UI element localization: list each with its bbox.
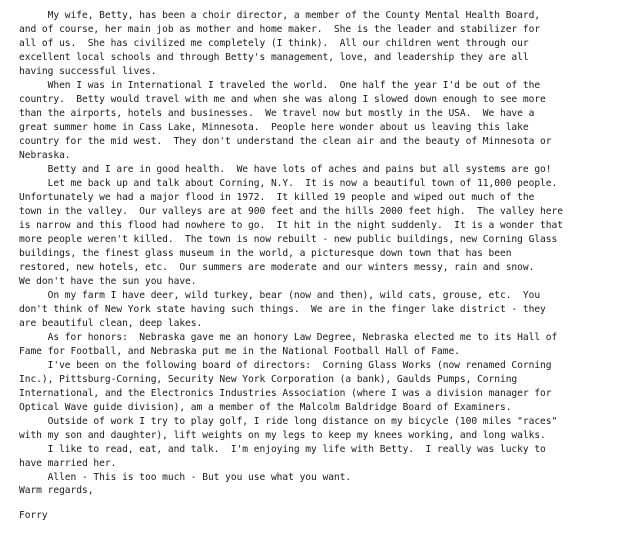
body-line-26: I've been on the following board of directors: Corning Glass Works (now renamed Corning (19, 360, 552, 371)
body-line-11: Nebraska. (19, 150, 71, 161)
body-line-2: and of course, her main job as mother and home maker. She is the leader and stabilizer for (19, 24, 541, 35)
body-line-16: is narrow and this flood had nowhere to go. It hit in the night suddenly. It is a wonder that (19, 220, 563, 231)
signature: Forry (19, 510, 48, 521)
body-line-22: don't think of New York state having such things. We are in the finger lake district - they (19, 304, 546, 315)
body-line-21: On my farm I have deer, wild turkey, bear (now and then), wild cats, grouse, etc. You (19, 290, 541, 301)
closing: Warm regards, (19, 485, 94, 496)
body-line-14: Unfortunately we had a major flood in 1972. It killed 19 people and wiped out much of the (19, 192, 535, 203)
body-line-20: We don't have the sun you have. (19, 276, 197, 287)
body-line-13: Let me back up and talk about Corning, N.Y. It is now a beautiful town of 11,000 people. (19, 178, 558, 189)
body-line-1: My wife, Betty, has been a choir director, a member of the County Mental Health Board, (19, 10, 541, 21)
body-line-17: more people weren't killed. The town is now rebuilt - new public buildings, new Corning Glass (19, 234, 558, 245)
body-line-32: I like to read, eat, and talk. I'm enjoying my life with Betty. I really was lucky to (19, 444, 546, 455)
body-line-28: International, and the Electronics Industries Association (where I was a division manager for (19, 388, 552, 399)
body-line-18: buildings, the finest glass museum in the world, a picturesque down town that has been (19, 248, 512, 259)
body-line-29: Optical Wave guide division), am a member of the Malcolm Baldridge Board of Examiners. (19, 402, 512, 413)
body-line-23: are beautiful clean, deep lakes. (19, 318, 203, 329)
body-line-7: country. Betty would travel with me and when she was along I slowed down enough to see more (19, 94, 546, 105)
body-line-8: than the airports, hotels and businesses. We travel now but mostly in the USA. We have a (19, 108, 535, 119)
body-line-3: all of us. She has civilized me completely (I think). All our children went through our (19, 38, 529, 49)
body-line-12: Betty and I are in good health. We have lots of aches and pains but all systems are go! (19, 164, 552, 175)
body-line-27: Inc.), Pittsburg-Corning, Security New York Corporation (a bank), Gaulds Pumps, Corning (19, 374, 518, 385)
body-line-31: with my son and daughter), lift weights on my legs to keep my knees working, and long walks. (19, 430, 546, 441)
body-line-6: When I was in International I traveled the world. One half the year I'd be out of the (19, 80, 541, 91)
body-line-25: Fame for Football, and Nebraska put me in the National Football Hall of Fame. (19, 346, 460, 357)
body-line-19: restored, new hotels, etc. Our summers are moderate and our winters messy, rain and snow. (19, 262, 535, 273)
body-line-33: have married her. (19, 458, 117, 469)
body-line-9: great summer home in Cass Lake, Minnesota. People here wonder about us leaving this lake (19, 122, 529, 133)
body-line-30: Outside of work I try to play golf, I ride long distance on my bicycle (100 miles "races" (19, 416, 558, 427)
body-line-4: excellent local schools and through Betty's management, love, and leadership they are all (19, 52, 529, 63)
body-line-5: having successful lives. (19, 66, 157, 77)
body-line-24: As for honors: Nebraska gave me an honory Law Degree, Nebraska elected me to its Hall of (19, 332, 558, 343)
body-line-34: Allen - This is too much - But you use what you want. (19, 472, 352, 483)
body-line-10: country for the mid west. They don't understand the clean air and the beauty of Minnesota or (19, 136, 552, 147)
body-line-15: town in the valley. Our valleys are at 900 feet and the hills 2000 feet high. The valley here (19, 206, 563, 217)
